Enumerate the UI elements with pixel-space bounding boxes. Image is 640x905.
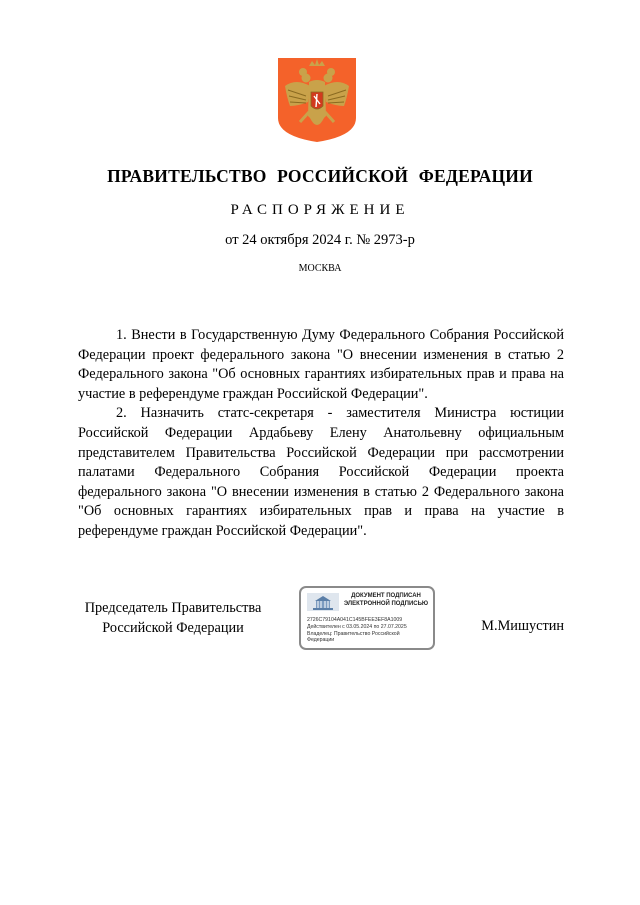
stamp-heading	[341, 593, 431, 608]
coat-of-arms-icon	[276, 56, 358, 144]
stamp-certificate: 2726C79104A041C145BFEE3EF8A1009	[307, 617, 403, 623]
signatory-position-line-2: Российской Федерации	[102, 619, 244, 636]
stamp-heading-line-2: ЭЛЕКТРОННОЙ ПОДПИСЬЮ	[343, 600, 429, 607]
signatory-name: М.Мишустин	[481, 618, 564, 634]
signatory-position	[78, 599, 268, 638]
stamp-heading-line-1: ДОКУМЕНТ ПОДПИСАН	[351, 593, 421, 599]
document-date-number: от 24 октября 2024 г. № 2973-р	[225, 232, 415, 248]
government-building-logo-icon	[307, 593, 339, 611]
stamp-owner-line-1: Владелец: Правительство Российской	[307, 631, 400, 637]
stamp-owner-line-2: Федерации	[307, 637, 335, 643]
paragraph-2: 2. Назначить статс-секретаря - заместителя Министра юстиции Российской Федерации Ардабьеву Елену Анатольевну официальным представителем Правительства Российской Федерации при рассмотрении палатами Федерального Собрания Российской Федерации проекта федерального закона "О внесении изменения в статью 2 Федерального закона "Об основных гарантиях избирательных прав и права на участие в референдуме граждан Российской Федерации".	[78, 405, 564, 539]
signatory-position-line-1: Председатель Правительства	[84, 600, 262, 616]
electronic-signature-stamp	[299, 586, 435, 650]
document-body	[78, 326, 564, 542]
document-type: РАСПОРЯЖЕНИЕ	[230, 202, 410, 218]
paragraph-1: 1. Внести в Государственную Думу Федерального Собрания Российской Федерации проект федерального закона "О внесении изменения в статью 2 Федерального закона "Об основных гарантиях избирательных прав и права на участие в референдуме граждан Российской Федерации".	[78, 327, 564, 402]
city: МОСКВА	[298, 263, 342, 274]
government-title: ПРАВИТЕЛЬСТВО РОССИЙСКОЙ ФЕДЕРАЦИИ	[107, 166, 533, 186]
stamp-validity: Действителен с 03.05.2024 по 27.07.2025	[307, 624, 407, 630]
